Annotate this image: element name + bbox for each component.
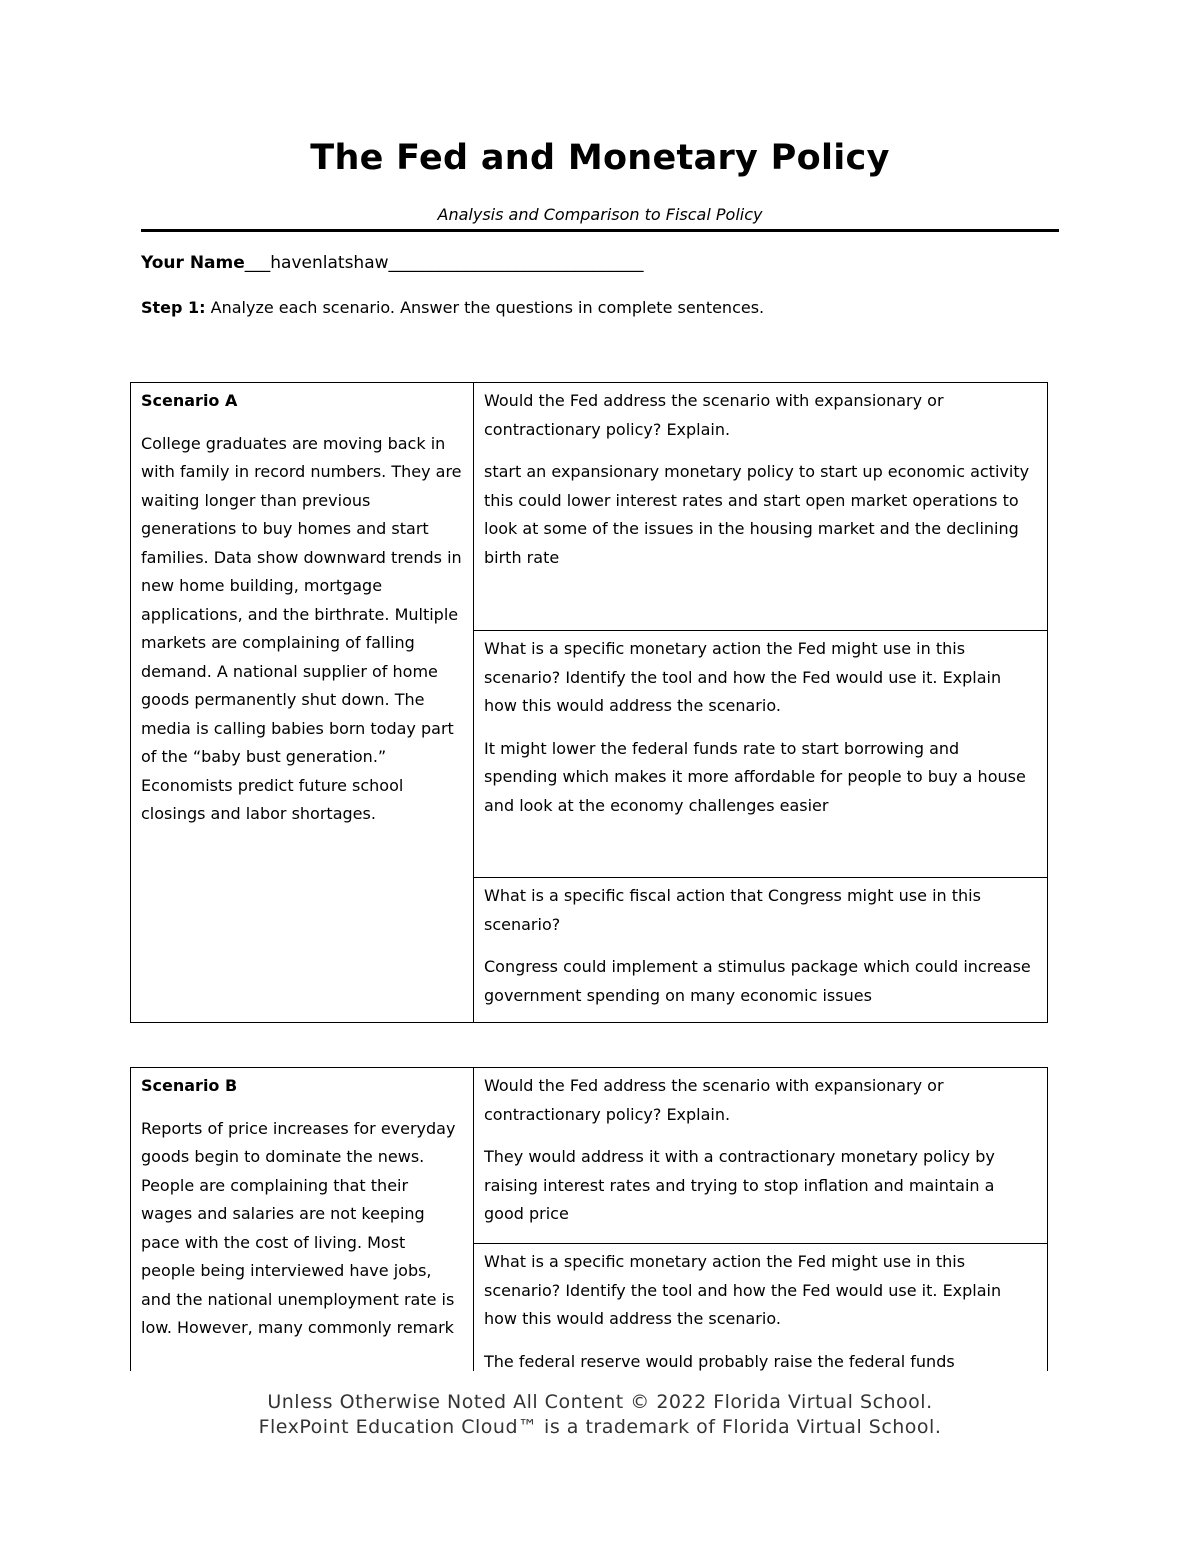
step-label: Step 1:: [141, 298, 206, 317]
scenario-b-table: [130, 1067, 1048, 1404]
scenario-a-a1[interactable]: start an expansionary monetary policy to start up economic activity this could lower interest rates and start open market operations to look at some of the issues in the housing market and the declining birth rate: [484, 462, 1030, 567]
scenario-b-description-cell: [131, 1068, 474, 1404]
name-label: Your Name: [141, 253, 245, 273]
name-value[interactable]: ___havenlatshaw______________________________: [244, 253, 644, 273]
title-divider: [141, 229, 1059, 232]
page-subtitle: Analysis and Comparison to Fiscal Policy: [437, 205, 763, 224]
scenario-b-description: Reports of price increases for everyday goods begin to dominate the news. People are complaining that their wages and salaries are not keeping pace with the cost of living. Most people being interviewed have jobs, and the national unemployment rate is low. However, many commonly remark: [141, 1118, 456, 1337]
scenario-b-q1: Would the Fed address the scenario with expansionary or contractionary policy? Explain.: [484, 1076, 944, 1124]
footer-line-2: FlexPoint Education Cloud™ is a trademark of Florida Virtual School.: [258, 1416, 942, 1438]
scenario-a-a2[interactable]: It might lower the federal funds rate to start borrowing and spending which makes it more affordable for people to buy a house and look at the economy challenges easier: [484, 738, 1026, 815]
scenario-b-heading: Scenario B: [141, 1076, 238, 1095]
scenario-a-heading: Scenario A: [141, 391, 238, 410]
scenario-a-a3[interactable]: Congress could implement a stimulus package which could increase government spending on many economic issues: [484, 957, 1031, 1005]
scenario-a-q2: What is a specific monetary action the Fed might use in this scenario? Identify the tool and how the Fed would use it. Explain how this would address the scenario.: [484, 639, 1002, 715]
name-line: [141, 253, 644, 273]
scenario-b-a2[interactable]: The federal reserve would probably raise the federal funds: [484, 1351, 955, 1371]
scenario-a-q1-cell[interactable]: [474, 383, 1048, 631]
copyright-footer: [0, 1390, 1200, 1440]
scenario-b-a1[interactable]: They would address it with a contractionary monetary policy by raising interest rates and trying to stop inflation and maintain a good price: [484, 1147, 995, 1223]
scenario-a-q1: Would the Fed address the scenario with expansionary or contractionary policy? Explain.: [484, 391, 944, 439]
scenario-b-q2: What is a specific monetary action the Fed might use in this scenario? Identify the tool and how the Fed would use it. Explain how this would address the scenario.: [484, 1252, 1002, 1328]
scenario-a-q3-cell[interactable]: [474, 878, 1048, 1023]
scenario-a-description: College graduates are moving back in with family in record numbers. They are waiting longer than previous generations to buy homes and start families. Data show downward trends in new home building, mortgage applications, and the birthrate. Multiple markets are complaining of falling demand. A national supplier of home goods permanently shut down. The media is calling babies born today part of the “baby bust generation.” Economists predict future school closings and labor shortages.: [141, 433, 462, 823]
step-instruction: [141, 298, 764, 317]
scenario-a-description-cell: [131, 383, 474, 1023]
scenario-a-q2-cell[interactable]: [474, 631, 1048, 878]
scenario-a-q3: What is a specific fiscal action that Congress might use in this scenario?: [484, 886, 981, 934]
step-text: Analyze each scenario. Answer the questions in complete sentences.: [205, 298, 765, 317]
scenario-a-table: [130, 382, 1048, 1023]
scenario-b-q1-cell[interactable]: [474, 1068, 1048, 1244]
page-title: The Fed and Monetary Policy: [310, 138, 890, 178]
footer-line-1: Unless Otherwise Noted All Content © 2022 Florida Virtual School.: [267, 1391, 933, 1413]
